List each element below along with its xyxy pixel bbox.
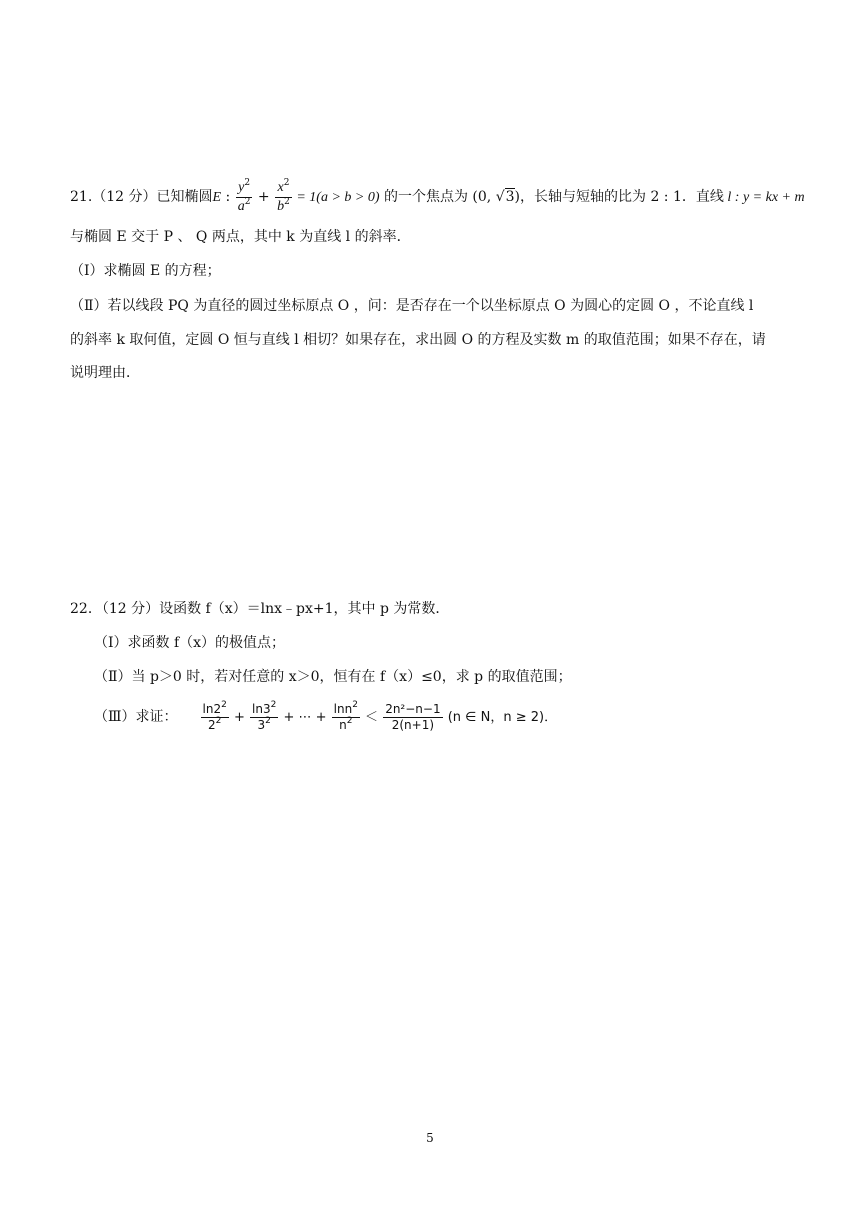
focus-root: 3 bbox=[505, 189, 515, 206]
a-var: a bbox=[237, 198, 245, 214]
sqrt-symbol: √ bbox=[495, 189, 505, 206]
fraction-x2-b2: $\frac{x^2}{b^2}$ bbox=[277, 178, 290, 214]
q21-line-1 bbox=[70, 180, 805, 214]
tn-num: lnn bbox=[333, 702, 353, 716]
focus-open: (0, bbox=[472, 189, 496, 206]
q21-part-1: （Ⅰ）求椭圆 E 的方程； bbox=[70, 263, 221, 279]
q21-score: （12 分） bbox=[92, 189, 157, 206]
b-var: b bbox=[277, 198, 285, 214]
n-condition: (n ∈ N，n ≥ 2)． bbox=[447, 709, 558, 725]
t2-den: 3 bbox=[257, 717, 266, 732]
fraction-term-n: $\frac{\ln n^2}{n^2}$ bbox=[333, 700, 358, 732]
fraction-term-1: $\frac{\ln 2^2}{2^2}$ bbox=[202, 700, 227, 732]
q21-text-b: 的一个焦点为 bbox=[379, 189, 473, 206]
q21-number: 21. bbox=[70, 189, 93, 206]
tn-den: n bbox=[339, 717, 347, 732]
t1-num: ln2 bbox=[202, 702, 222, 716]
line-equation: l : y = kx + m bbox=[723, 190, 805, 206]
x-var: x bbox=[277, 180, 284, 195]
inequality: $\frac{\ln 2^2}{2^2}$ + $\frac{\ln 3^2}{3^2}$ + ⋯ + $\frac{\ln n^2}{n^2}$ ＜ $\frac{\text{2n²−n−1}}{2(n+1)}$ (n ∈ N，n ≥ 2)． bbox=[202, 700, 558, 732]
q21-part-2-line-3: 说明理由． bbox=[70, 365, 140, 381]
q22-part-2: （Ⅱ）当 p＞0 时，若对任意的 x＞0，恒有在 f（x）≤0，求 p 的取值范围； bbox=[94, 669, 572, 685]
less-than: ＜ bbox=[360, 709, 383, 725]
t1-den: 2 bbox=[207, 717, 216, 732]
ellipsis: + ⋯ + bbox=[279, 709, 331, 725]
y-var: y bbox=[238, 180, 245, 195]
q22-part-3-label: （Ⅲ）求证： bbox=[94, 708, 178, 725]
fraction-y2-a2: $\frac{y^2}{a^2}$ bbox=[237, 178, 251, 214]
q21-text-c: ，长轴与短轴的比为 2 : 1．直线 bbox=[520, 189, 724, 206]
q21-text-a: 已知椭圆 bbox=[156, 189, 213, 206]
q21-part-2-line-2: 的斜率 k 取何值，定圆 O 恒与直线 l 相切？如果存在，求出圆 O 的方程及实数 m 的取值范围；如果不存在，请 bbox=[70, 332, 766, 348]
q22-part-1: （Ⅰ）求函数 f（x）的极值点； bbox=[94, 635, 286, 651]
q22-heading: 22．（12 分）设函数 f（x）＝lnx﹣px+1，其中 p 为常数． bbox=[70, 601, 450, 617]
fraction-term-2: $\frac{\ln 3^2}{3^2}$ bbox=[252, 700, 277, 732]
ellipse-condition: = 1(a > b > 0) bbox=[292, 190, 380, 206]
focus-close: ) bbox=[514, 189, 520, 206]
q21-colon: : bbox=[221, 189, 235, 206]
plus-sign: + bbox=[253, 189, 275, 206]
ellipse-name: E bbox=[212, 190, 222, 206]
q21-line-2: 与椭圆 E 交于 P 、 Q 两点，其中 k 为直线 l 的斜率． bbox=[70, 229, 411, 245]
r-num: 2n²−n−1 bbox=[385, 702, 441, 716]
fraction-right bbox=[383, 703, 442, 731]
q21-part-2-line-1: （Ⅱ）若以线段 PQ 为直径的圆过坐标原点 O ，问：是否存在一个以坐标原点 O 为圆心的定圆 O ，不论直线 l bbox=[70, 298, 754, 314]
r-den: 2(n+1) bbox=[391, 717, 435, 732]
t2-num: ln3 bbox=[252, 702, 271, 716]
q22-part-3 bbox=[94, 700, 558, 732]
page-number: 5 bbox=[426, 1131, 434, 1145]
